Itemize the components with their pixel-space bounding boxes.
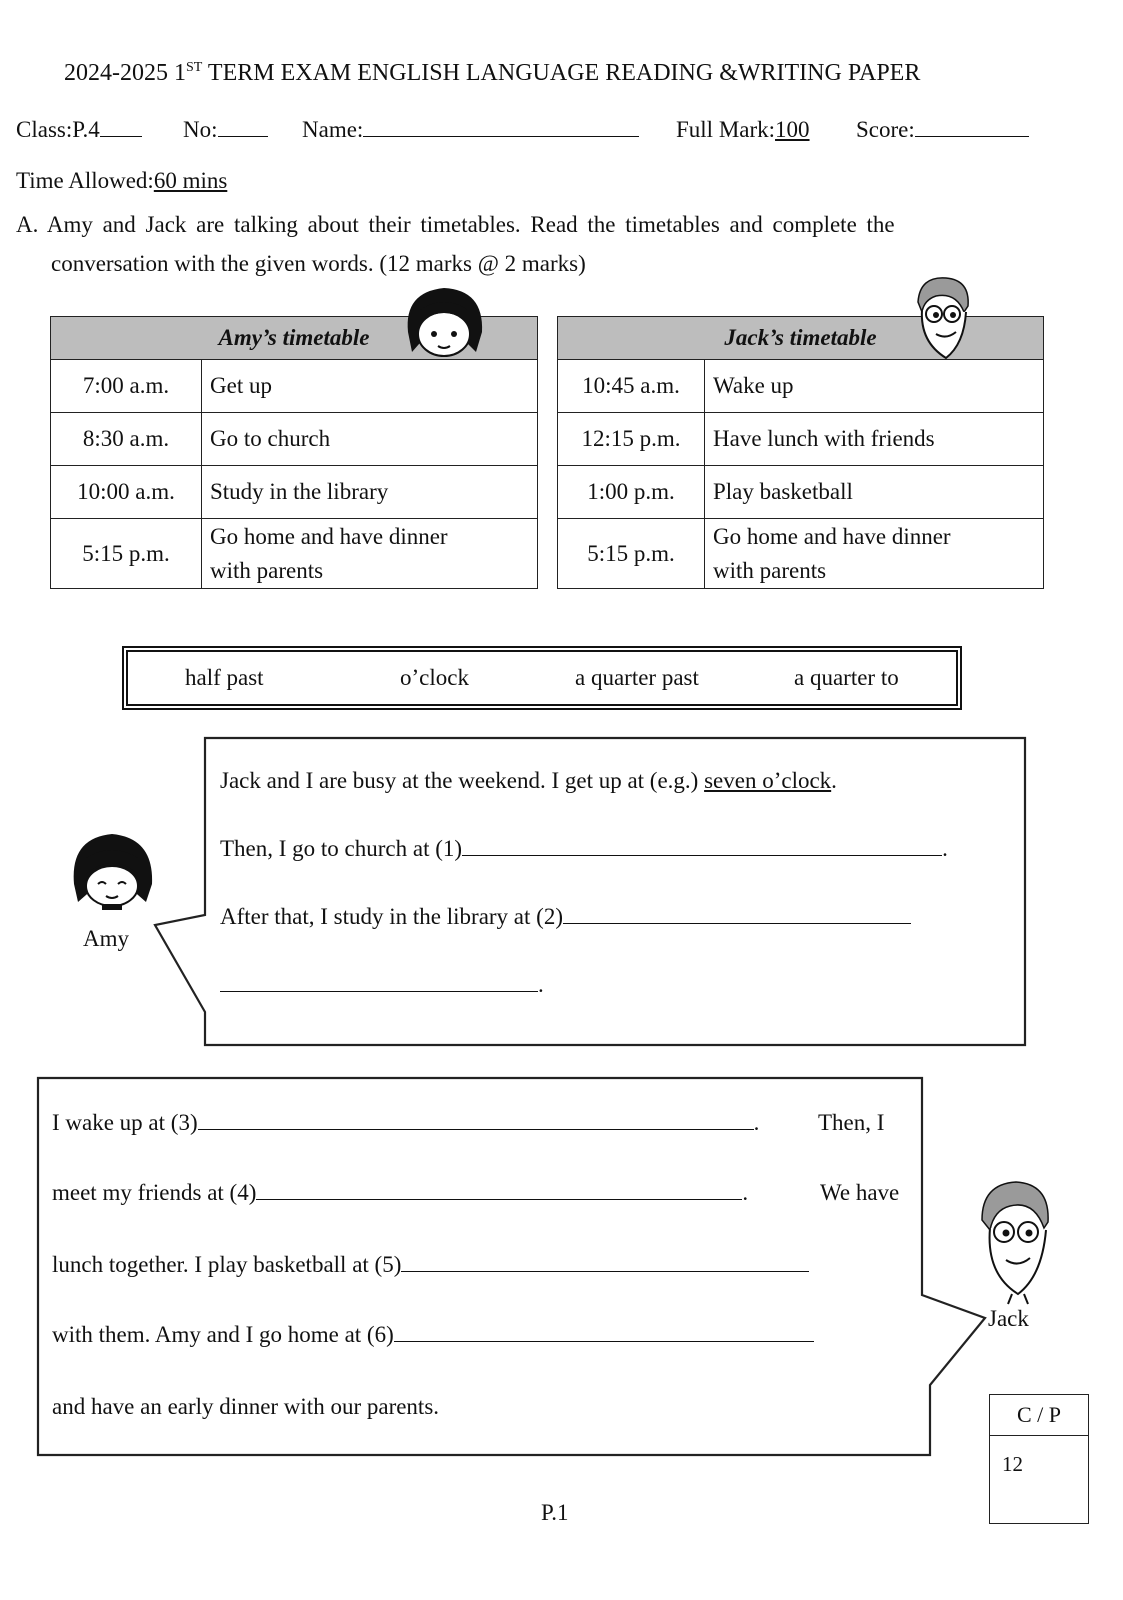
table-row: 7:00 a.m. Get up [51,360,538,413]
cp-value: 12 [1002,1452,1023,1476]
jack-timetable-title: Jack’s timetable [558,317,1044,360]
amy-line-2: Then, I go to church at (1) . [220,836,948,861]
table-row: 5:15 p.m. Go home and have dinner with parents [51,519,538,589]
word-bank-item: a quarter to [794,665,899,690]
jack-line-4: with them. Amy and I go home at (6) [52,1322,814,1348]
table-row: 5:15 p.m. Go home and have dinner with parents [558,519,1044,589]
word-bank-item: half past [185,665,264,690]
cp-label: C / P [990,1395,1088,1436]
table-row: 10:00 a.m. Study in the library [51,466,538,519]
amy-line-4: . [220,972,544,998]
section-a-instruction: A. Amy and Jack are talking about their timetables. Read the timetables and complete the [16,212,895,237]
amy-timetable-title: Amy’s timetable [51,317,538,360]
time-allowed: Time Allowed:60 mins [16,168,228,193]
cp-score-box [989,1394,1089,1524]
word-bank-item: o’clock [400,665,469,690]
section-a-instruction-cont: conversation with the given words. (12 marks @ 2 marks) [51,251,586,276]
page-number: P.1 [541,1500,569,1525]
score-field: Score: [856,117,1029,143]
exam-title: 2024-2025 1ST TERM EXAM ENGLISH LANGUAGE READING &WRITING PAPER [64,60,921,86]
table-row: 12:15 p.m. Have lunch with friends [558,413,1044,466]
number-field: No: [183,117,268,143]
table-row: 8:30 a.m. Go to church [51,413,538,466]
full-mark: Full Mark:100 [676,117,810,142]
answer-blank-3 [198,1129,754,1130]
answer-blank-4 [256,1199,742,1200]
word-bank-item: a quarter past [575,665,699,690]
table-row: 1:00 p.m. Play basketball [558,466,1044,519]
jack-line-3: lunch together. I play basketball at (5) [52,1252,809,1278]
answer-blank-1 [462,855,942,856]
answer-blank-6 [394,1341,814,1342]
answer-blank-2-cont [220,991,538,992]
amy-line-1: Jack and I are busy at the weekend. I get up at (e.g.) seven o’clock. [220,768,837,793]
table-row: 10:45 a.m. Wake up [558,360,1044,413]
answer-blank-5 [401,1271,809,1272]
jack-line-5: and have an early dinner with our parents. [52,1394,440,1419]
jack-line-1-end: Then, I [818,1110,885,1135]
jack-line-1: I wake up at (3) . [52,1110,760,1135]
amy-line-3: After that, I study in the library at (2) [220,904,911,930]
jack-line-2: meet my friends at (4) . [52,1180,749,1205]
jack-line-2-end: We have [820,1180,900,1205]
jack-label: Jack [988,1306,1029,1331]
answer-blank-2 [563,923,911,924]
class-field: Class:P.4 [16,117,142,143]
name-field: Name: [302,117,639,143]
jack-figure-icon [972,1176,1062,1306]
amy-label: Amy [83,926,129,951]
amy-figure-icon [66,828,160,910]
